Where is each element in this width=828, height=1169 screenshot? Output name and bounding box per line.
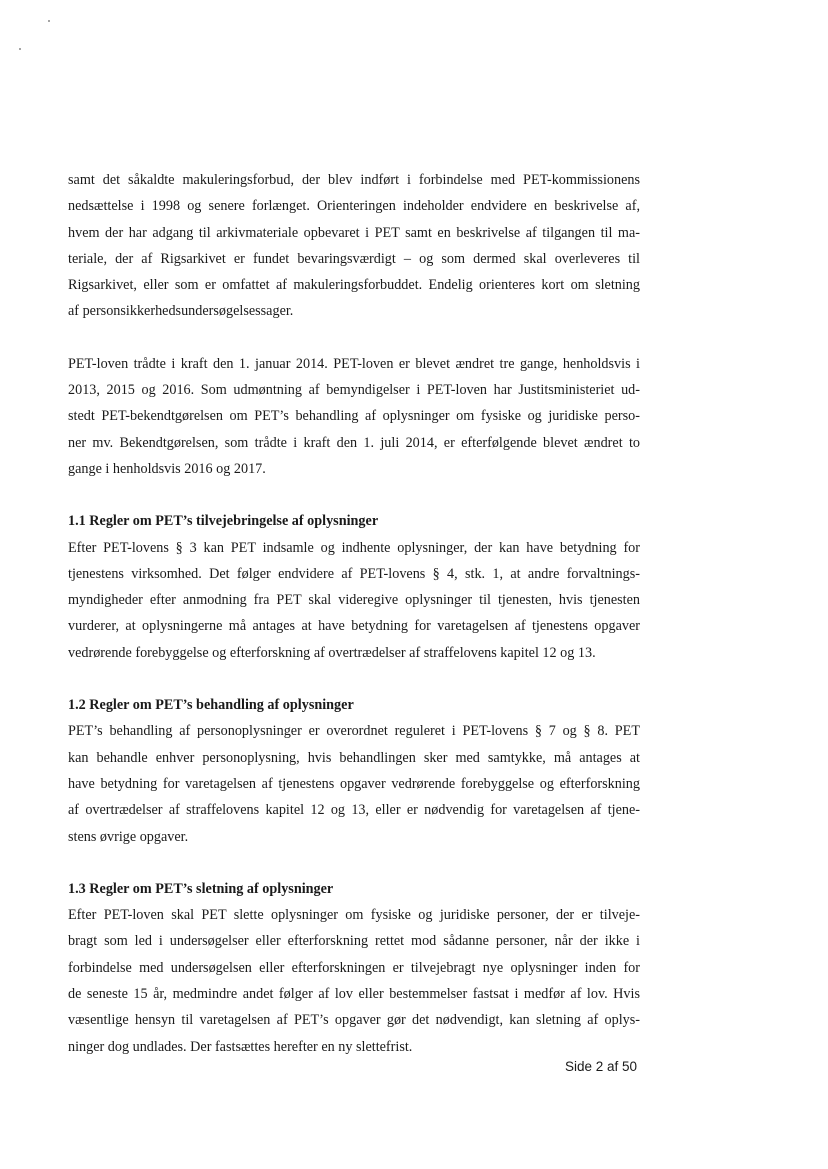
law-paragraph (68, 351, 640, 482)
page-number: Side 2 af 50 (565, 1059, 638, 1074)
text-line: af personsikkerhedsundersøgelsessager. (68, 303, 294, 320)
text-line: nedsættelse i 1998 og senere forlænget. Orienteringen indeholder endvidere en beskrivelse af, (68, 198, 640, 215)
section-heading-1-3: 1.3 Regler om PET’s sletning af oplysninger (68, 880, 334, 897)
text-line: kan behandle enhver personoplysning, hvis behandlingen sker med samtykke, må antages at (68, 749, 640, 766)
text-line: af overtrædelser af straffelovens kapitel 12 og 13, eller er nødvendig for varetagelsen af tjene- (68, 802, 640, 819)
text-line: vurderer, at oplysningerne må antages at have betydning for varetagelsen af tjenestens opgaver (68, 618, 640, 635)
text-line: forbindelse med undersøgelsen eller efterforskningen er tilvejebragt nye oplysninger inden for (68, 959, 640, 976)
text-line: vedrørende forebyggelse og efterforskning af overtrædelser af straffelovens kapitel 12 og 13. (68, 644, 596, 661)
text-line: væsentlige hensyn til varetagelsen af PET’s opgaver gør det nødvendigt, kan sletning af oplys- (68, 1012, 640, 1029)
text-line: PET-loven trådte i kraft den 1. januar 2014. PET-loven er blevet ændret tre gange, henholdsvis i (68, 355, 640, 372)
intro-paragraph (68, 167, 640, 325)
section-heading-1-2: 1.2 Regler om PET’s behandling af oplysninger (68, 697, 354, 714)
text-line: hvem der har adgang til arkivmateriale opbevaret i PET samt en beskrivelse af tilgangen til ma- (68, 224, 640, 241)
text-line: stedt PET-bekendtgørelsen om PET’s behandling af oplysninger om fysiske og juridiske perso- (68, 408, 640, 425)
text-line: de seneste 15 år, medmindre andet følger af lov eller bestemmelser fastsat i medfør af lov. Hvis (68, 986, 640, 1003)
text-line: ninger dog undlades. Der fastsættes herefter en ny slettefrist. (68, 1038, 413, 1055)
text-line: have betydning for varetagelsen af tjenestens opgaver vedrørende forebyggelse og efterforskning (68, 775, 640, 792)
text-line: Efter PET-lovens § 3 kan PET indsamle og indhente oplysninger, der kan have betydning for (68, 539, 640, 556)
text-line: myndigheder efter anmodning fra PET skal videregive oplysninger til tjenesten, hvis tjenesten (68, 592, 640, 609)
text-line: bragt som led i undersøgelser eller efterforskning rettet mod sådanne personer, når der ikke i (68, 933, 640, 950)
text-line: samt det såkaldte makuleringsforbud, der blev indført i forbindelse med PET-kommissionens (68, 172, 640, 188)
page-content (68, 167, 640, 1060)
section-1-3-paragraph (68, 902, 640, 1060)
scan-speck (48, 20, 50, 22)
text-line: stens øvrige opgaver. (68, 828, 189, 845)
section-heading-1-1: 1.1 Regler om PET’s tilvejebringelse af oplysninger (68, 513, 379, 530)
text-line: ner mv. Bekendtgørelsen, som trådte i kraft den 1. juli 2014, er efterfølgende blevet ændret to (68, 434, 640, 451)
section-1-1-paragraph (68, 535, 640, 666)
text-line: gange i henholdsvis 2016 og 2017. (68, 460, 266, 477)
section-1-2-paragraph (68, 718, 640, 849)
scan-speck (19, 48, 21, 50)
text-line: tjenestens virksomhed. Det følger endvidere af PET-lovens § 4, stk. 1, at andre forvaltnings- (68, 565, 640, 582)
text-line: Rigsarkivet, eller som er omfattet af makuleringsforbuddet. Endelig orienteres kort om sletning (68, 277, 640, 294)
text-line: 2013, 2015 og 2016. Som udmøntning af bemyndigelser i PET-loven har Justitsministeriet ud- (68, 382, 640, 399)
text-line: Efter PET-loven skal PET slette oplysninger om fysiske og juridiske personer, der er tilveje- (68, 907, 640, 924)
text-line: teriale, der af Rigsarkivet er fundet bevaringsværdigt – og som dermed skal overleveres til (68, 250, 640, 267)
text-line: PET’s behandling af personoplysninger er overordnet reguleret i PET-lovens § 7 og § 8. PET (68, 723, 640, 740)
